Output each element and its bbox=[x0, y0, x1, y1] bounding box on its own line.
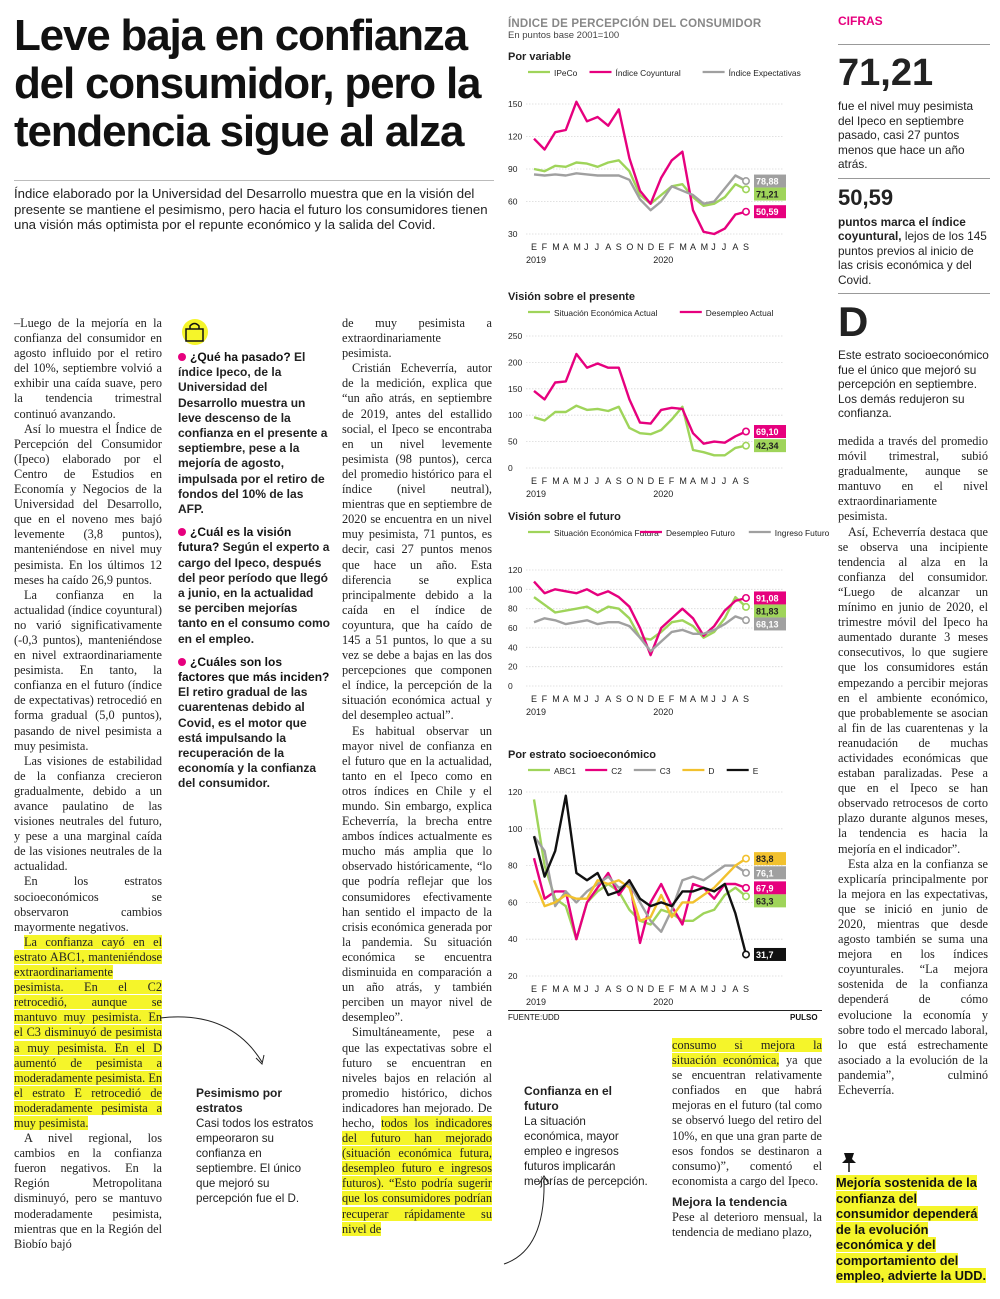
year-label: 2020 bbox=[653, 707, 674, 717]
x-tick-label: F bbox=[541, 242, 548, 252]
end-value-label: 50,59 bbox=[756, 207, 779, 218]
series-line bbox=[534, 796, 746, 955]
y-tick-label: 60 bbox=[508, 897, 518, 908]
x-tick-label: M bbox=[679, 476, 687, 486]
bullet-dot-icon bbox=[178, 353, 186, 361]
y-tick-label: 60 bbox=[508, 623, 518, 633]
y-tick-label: 120 bbox=[508, 565, 523, 575]
chart-title: Visión sobre el futuro bbox=[508, 511, 621, 523]
x-tick-label: A bbox=[605, 984, 612, 994]
x-tick-label: F bbox=[541, 694, 548, 704]
x-tick-label: S bbox=[743, 984, 750, 994]
x-tick-label: S bbox=[743, 242, 750, 252]
highlight: todos los indicadores del futuro han mejorado (situación económica futura, desempleo futuro e ingresos futuros). “Esto podría sugerir que los consumidores podrían recuperar rápidamente su nivel de bbox=[342, 1115, 492, 1236]
x-tick-label: S bbox=[615, 476, 622, 486]
paragraph: de muy pesimista a extraordinariamente pesimista. bbox=[342, 316, 492, 361]
subhead: Mejora la tendencia bbox=[672, 1194, 787, 1209]
annotation-title: Pesimismo por estratos bbox=[196, 1086, 283, 1115]
x-tick-label: J bbox=[711, 984, 716, 994]
chart-2 bbox=[508, 511, 830, 717]
paragraph bbox=[342, 1025, 492, 1236]
x-tick-label: E bbox=[531, 694, 538, 704]
year-label: 2019 bbox=[526, 997, 547, 1007]
answer: Según el experto a cargo del Ipeco, después del peor período que llegó a junio, en la actualidad se perciben mejorías tanto en el consumo como en el empleo. bbox=[178, 540, 331, 646]
x-tick-label: M bbox=[573, 476, 581, 486]
x-tick-label: M bbox=[573, 984, 581, 994]
paragraph: Esta alza en la confianza se explicaría principalmente por la mejora en las expectativas, que se inició en junio de 2020, mientras que desde agosto también se suma una mejora en los índices coyunturales. “La mejora sostenida de la confianza dependerá de cómo evolucione la economía y sobre todo el mercado laboral, lo que está estrechamente asociado a la evolución de la pandemia”, culminó Echeverría. bbox=[838, 856, 988, 1098]
graphic-title: ÍNDICE DE PERCEPCIÓN DEL CONSUMIDOR bbox=[508, 18, 762, 30]
x-tick-label: J bbox=[721, 694, 727, 704]
x-tick-label: A bbox=[690, 242, 697, 252]
annotation-estratos bbox=[196, 1086, 316, 1206]
paragraph: Así lo muestra el Índice de Percepción del Consumidor (Ipeco) elaborado por el Centro de Estudios en Economía y Negocios de la Universidad del Desarrollo, que en el noveno mes bajó levemente (3,8 puntos), manteniéndose en nivel muy pesimista. En los últimos 12 meses ha caído 26,9 puntos. bbox=[14, 421, 162, 587]
question: ¿Qué ha pasado? bbox=[190, 350, 291, 364]
legend-label: Situación Económica Actual bbox=[554, 308, 658, 318]
series-line bbox=[534, 616, 746, 651]
x-tick-label: M bbox=[700, 242, 709, 252]
x-tick-label: J bbox=[721, 984, 727, 994]
x-tick-label: A bbox=[562, 984, 569, 994]
x-tick-label: M bbox=[700, 476, 709, 486]
paragraph: La confianza en la actualidad (índice coyuntural) no varió significativamente (-0,3 puntos), manteniéndose en nivel extraordinariamente pesimista. En tanto, la confianza en el futuro (índice de expectativas) retrocedió en forma gradual (5,0 puntos), pasando de nivel pesimista a muy pesimista. bbox=[14, 587, 162, 753]
x-tick-label: M bbox=[573, 242, 581, 252]
paragraph: Es habitual observar un mayor nivel de confianza en el futuro que en la actualidad, tanto en el Ipeco como en otros índices en Chile y el mundo. Sin embargo, explica Echeverría, la brecha entre ambos índices actualmente es mucho más amplia que lo observado históricamente, “lo que podría reflejar que los consumidores efectivamente han sentido el impacto de la crisis económica generada por la pandemia. Su situación económica se encuentra disminuida en comparación a un año atrás, y también perciben un mayor nivel de desempleo”. bbox=[342, 723, 492, 1025]
text: ya que se encuentran relativamente confiados en que habrá mejoras en el futuro (tal como se observó luego del retiro del 10%, en que una gran parte de esos fondos se destinaron a consumo)”, comentó el economista a cargo del Ipeco. bbox=[672, 1053, 822, 1188]
x-tick-label: M bbox=[552, 694, 560, 704]
paragraph: medida a través del promedio móvil trimestral, subió gradualmente, aunque se mantuvo en el nivel extraordinariamente pesimista. bbox=[838, 434, 988, 524]
x-tick-label: M bbox=[679, 242, 687, 252]
chart-title: Por variable bbox=[508, 51, 571, 63]
x-tick-label: A bbox=[732, 242, 739, 252]
legend-label: ABC1 bbox=[554, 766, 576, 776]
x-tick-label: D bbox=[647, 476, 655, 486]
y-tick-label: 90 bbox=[508, 164, 518, 174]
series-line bbox=[534, 582, 746, 656]
qa-item bbox=[178, 655, 330, 792]
x-tick-label: A bbox=[562, 242, 569, 252]
series-end-marker bbox=[743, 178, 749, 184]
annotation-arrow-icon bbox=[150, 1000, 280, 1080]
x-tick-label: F bbox=[541, 984, 548, 994]
x-tick-label: S bbox=[615, 984, 622, 994]
figure-text-bold: puntos marca el índice coyuntural, bbox=[838, 214, 966, 243]
x-tick-label: S bbox=[615, 694, 622, 704]
x-tick-label: J bbox=[711, 476, 716, 486]
x-tick-label: M bbox=[700, 984, 709, 994]
x-tick-label: O bbox=[626, 476, 634, 486]
figure-text bbox=[838, 215, 990, 288]
x-tick-label: J bbox=[711, 242, 716, 252]
x-tick-label: F bbox=[541, 476, 548, 486]
series-line bbox=[534, 406, 746, 456]
y-tick-label: 0 bbox=[508, 463, 513, 473]
x-tick-label: J bbox=[594, 694, 600, 704]
cifras-label: CIFRAS bbox=[838, 14, 883, 28]
x-tick-label: E bbox=[531, 984, 538, 994]
legend-label: Desempleo Futuro bbox=[666, 528, 735, 538]
chart-title: Por estrato socioeconómico bbox=[508, 749, 656, 761]
year-label: 2020 bbox=[653, 489, 674, 499]
credit-label: PULSO bbox=[790, 1013, 818, 1022]
x-tick-label: M bbox=[679, 694, 687, 704]
pull-quote-text: Mejoría sostenida de la confianza del consumidor dependerá de la evolución económica y del comportamiento del empleo, advierte la UDD. bbox=[836, 1175, 987, 1283]
x-tick-label: A bbox=[605, 476, 612, 486]
y-tick-label: 20 bbox=[508, 661, 518, 672]
series-end-marker bbox=[743, 870, 749, 876]
x-tick-label: J bbox=[584, 476, 589, 486]
answer: El índice Ipeco, de la Universidad del Desarrollo muestra un leve descenso de la confianza en el presente a septiembre, pese a la mejoría de agosto, impulsada por el retiro de fondos del 10% de las AFP. bbox=[178, 350, 328, 517]
end-value-label: 63,3 bbox=[756, 896, 774, 907]
y-tick-label: 40 bbox=[508, 642, 518, 653]
chart-0 bbox=[508, 51, 801, 265]
figure-d: D bbox=[838, 298, 869, 345]
x-tick-label: J bbox=[594, 476, 600, 486]
figure-text-rest: lejos de los 145 puntos previos al inicio de las crisis económica y del Covid. bbox=[838, 229, 987, 287]
qa-box bbox=[178, 318, 330, 800]
paragraph: Las visiones de estabilidad de la confianza crecieron gradualmente, debido a un avance paulatino de las visiones neutrales del futuro, y pese a una marginal caída de las visiones neutrales de la actualidad. bbox=[14, 753, 162, 874]
x-tick-label: D bbox=[647, 694, 655, 704]
paragraph: A nivel regional, los cambios en la confianza fueron negativos. En la Región Metropolitana disminuyó, pero se mantuvo moderadamente pesimista, mientras que en la Región del Biobío bajó bbox=[14, 1131, 162, 1251]
x-tick-label: N bbox=[637, 242, 644, 252]
x-tick-label: E bbox=[658, 242, 665, 252]
x-tick-label: A bbox=[605, 242, 612, 252]
bullet-dot-icon bbox=[178, 528, 186, 536]
end-value-label: 42,34 bbox=[756, 441, 779, 452]
paragraph: Pese al deterioro mensual, la tendencia de mediano plazo, bbox=[672, 1210, 822, 1240]
qa-item bbox=[178, 525, 330, 647]
graphic-subtitle: En puntos base 2001=100 bbox=[508, 30, 620, 41]
x-tick-label: A bbox=[562, 694, 569, 704]
x-tick-label: M bbox=[679, 984, 687, 994]
legend-label: Índice Expectativas bbox=[728, 68, 801, 78]
series-end-marker bbox=[743, 855, 749, 861]
x-tick-label: J bbox=[584, 984, 589, 994]
year-label: 2020 bbox=[653, 255, 674, 265]
figure-71-21: 71,21 bbox=[838, 52, 934, 94]
y-tick-label: 30 bbox=[508, 229, 518, 239]
y-tick-label: 0 bbox=[508, 681, 513, 691]
y-tick-label: 80 bbox=[508, 860, 518, 871]
y-tick-label: 150 bbox=[508, 383, 523, 394]
x-tick-label: E bbox=[658, 476, 665, 486]
annotation-title: Confianza en el futuro bbox=[524, 1084, 613, 1113]
end-value-label: 31,7 bbox=[756, 949, 774, 960]
y-tick-label: 100 bbox=[508, 823, 523, 834]
answer: El retiro gradual de las cuarentenas debido al Covid, es el motor que está impulsando la recuperación de la economía y la confianza del consumidor. bbox=[178, 685, 317, 791]
annotation-text: La situación económica, mayor empleo e ingresos futuros implicarán mejorías de percepción. bbox=[524, 1115, 648, 1188]
series-end-marker bbox=[743, 885, 749, 891]
x-tick-label: A bbox=[732, 694, 739, 704]
x-tick-label: J bbox=[721, 242, 727, 252]
x-tick-label: M bbox=[552, 984, 560, 994]
y-tick-label: 20 bbox=[508, 971, 518, 981]
y-tick-label: 120 bbox=[508, 787, 523, 797]
x-tick-label: J bbox=[584, 694, 589, 704]
x-tick-label: A bbox=[690, 984, 697, 994]
divider bbox=[14, 180, 494, 181]
y-tick-label: 250 bbox=[508, 331, 523, 341]
series-end-marker bbox=[743, 208, 749, 214]
highlighted-paragraph bbox=[14, 935, 162, 1131]
qa-item bbox=[178, 350, 330, 517]
end-value-label: 68,13 bbox=[756, 619, 779, 630]
question: ¿Cuál es la visión futura? bbox=[178, 525, 292, 555]
y-tick-label: 80 bbox=[508, 603, 518, 614]
chart-1 bbox=[508, 291, 786, 499]
x-tick-label: D bbox=[647, 242, 655, 252]
end-value-label: 76,1 bbox=[756, 868, 774, 879]
legend-label: C2 bbox=[611, 766, 622, 776]
y-tick-label: 150 bbox=[508, 99, 523, 109]
figure-50-59: 50,59 bbox=[838, 184, 894, 210]
series-end-marker bbox=[743, 893, 749, 899]
highlight: La confianza cayó en el estrato ABC1, manteniéndose extraordinariamente pesimista. En el C2 retrocedió, aunque se mantuvo muy pesimista. En el C3 disminuyó de pesimista a muy pesimista. En el D aumentó de pesimista a moderadamente pesimista. En el estrato E retrocedió de moderadamente pesimista a muy pesimista. bbox=[14, 934, 162, 1130]
end-value-label: 69,10 bbox=[756, 427, 779, 438]
y-tick-label: 200 bbox=[508, 357, 523, 368]
x-tick-label: S bbox=[743, 476, 750, 486]
series-end-marker bbox=[743, 428, 749, 434]
series-end-marker bbox=[743, 617, 749, 623]
x-tick-label: F bbox=[668, 242, 675, 252]
cifras-sidebar bbox=[838, 14, 990, 421]
divider bbox=[838, 293, 990, 294]
end-value-label: 78,88 bbox=[756, 176, 779, 187]
x-tick-label: N bbox=[637, 476, 644, 486]
y-tick-label: 100 bbox=[508, 410, 523, 421]
x-tick-label: O bbox=[626, 984, 634, 994]
year-label: 2019 bbox=[526, 489, 547, 499]
paragraph: En los estratos socioeconómicos se observaron cambios mayormente negativos. bbox=[14, 874, 162, 934]
highlight: consumo si mejora la situación económica, bbox=[672, 1038, 822, 1068]
x-tick-label: M bbox=[552, 242, 560, 252]
column-3 bbox=[342, 316, 492, 1237]
paragraph: –Luego de la mejoría en la confianza del consumidor en agosto influido por el retiro del 10%, septiembre volvió a exhibir una caída suave, pero la tendencia trimestral continuó avanzando. bbox=[14, 316, 162, 421]
annotation-futuro bbox=[524, 1084, 648, 1189]
x-tick-label: J bbox=[594, 984, 600, 994]
series-line bbox=[534, 354, 746, 444]
column-1 bbox=[14, 316, 162, 1252]
chart-3 bbox=[508, 749, 786, 1007]
series-line bbox=[534, 859, 746, 921]
deck: Índice elaborado por la Universidad del Desarrollo muestra que en la visión del presente se mantiene el pesimismo, pero hacia el futuro los consumidores tienen una visión más optimista por el repunte económico y la salida del Covid. bbox=[14, 186, 488, 232]
graphic-bottom-rule bbox=[508, 1010, 822, 1011]
x-tick-label: J bbox=[584, 242, 589, 252]
headline: Leve baja en confianza del consumidor, pero la tendencia sigue al alza bbox=[14, 11, 481, 156]
series-end-marker bbox=[743, 604, 749, 610]
shopping-bag-icon bbox=[178, 318, 212, 346]
annotation-text: Casi todos los estratos empeoraron su confianza en septiembre. El único que mejoró su percepción fue el D. bbox=[196, 1117, 314, 1205]
x-tick-label: N bbox=[637, 694, 644, 704]
x-tick-label: A bbox=[562, 476, 569, 486]
x-tick-label: E bbox=[658, 694, 665, 704]
x-tick-label: J bbox=[594, 242, 600, 252]
x-tick-label: E bbox=[658, 984, 665, 994]
legend-label: Índice Coyuntural bbox=[615, 68, 681, 78]
end-value-label: 83,8 bbox=[756, 854, 774, 865]
x-tick-label: S bbox=[743, 694, 750, 704]
x-tick-label: E bbox=[531, 476, 538, 486]
year-label: 2019 bbox=[526, 255, 547, 265]
end-value-label: 67,9 bbox=[756, 883, 774, 894]
pull-quote bbox=[836, 1175, 990, 1284]
series-line bbox=[534, 597, 746, 640]
year-label: 2019 bbox=[526, 707, 547, 717]
bullet-dot-icon bbox=[178, 658, 186, 666]
x-tick-label: A bbox=[732, 984, 739, 994]
year-label: 2020 bbox=[653, 997, 674, 1007]
y-tick-label: 120 bbox=[508, 131, 523, 142]
end-value-label: 91,08 bbox=[756, 593, 779, 604]
text: Simultáneamente, pese a que las expectativas sobre el futuro se encuentran en niveles bajos en relación al promedio histórico, dichos indicadores han mejorado. De hecho, bbox=[342, 1025, 492, 1130]
x-tick-label: N bbox=[637, 984, 644, 994]
x-tick-label: A bbox=[732, 476, 739, 486]
figure-text: fue el nivel muy pesimista del Ipeco en septiembre pasado, casi 27 puntos menos que hace un año atrás. bbox=[838, 99, 974, 171]
paragraph: Cristián Echeverría, autor de la medición, explica que “un año atrás, en septiembre de 2019, antes del estallido social, el Ipeco se encontraba en un nivel levemente pesimista (98 puntos), cerca del promedio histórico para el índice (nivel neutral), mientras que en septiembre de 2020 se encuentra en un nivel muy pesimista, 71 puntos, es decir, casi 27 puntos menos que hace un año. Esta diferencia se explica principalmente debido a la caída en el índice de coyuntura, que ha caído de 145 a 51 puntos, lo que a su vez se debe a bajas en las dos percepciones que componen el índice, la percepción de la situación económica actual y del desempleo actual”. bbox=[342, 361, 492, 723]
x-tick-label: F bbox=[668, 984, 675, 994]
paragraph bbox=[672, 1038, 822, 1189]
divider bbox=[838, 44, 990, 45]
end-value-label: 81,83 bbox=[756, 606, 779, 617]
x-tick-label: M bbox=[573, 694, 581, 704]
x-tick-label: F bbox=[668, 476, 675, 486]
legend-label: Situación Económica Futura bbox=[554, 528, 659, 538]
y-tick-label: 100 bbox=[508, 584, 523, 595]
figure-text: Este estrato socioeconómico fue el único que mejoró su percepción en septiembre. Los demás redujeron su confianza. bbox=[838, 348, 989, 420]
question: ¿Cuáles son los factores que más inciden? bbox=[178, 654, 330, 685]
x-tick-label: E bbox=[531, 242, 538, 252]
column-4 bbox=[672, 1038, 822, 1240]
x-tick-label: D bbox=[647, 984, 655, 994]
pin-icon bbox=[838, 1150, 860, 1174]
legend-label: Ingreso Futuro bbox=[774, 528, 830, 538]
x-tick-label: J bbox=[711, 694, 716, 704]
x-tick-label: A bbox=[690, 694, 697, 704]
legend-label: E bbox=[752, 766, 759, 776]
x-tick-label: O bbox=[626, 242, 634, 252]
end-value-label: 71,21 bbox=[756, 189, 779, 200]
y-tick-label: 50 bbox=[508, 436, 518, 447]
x-tick-label: A bbox=[605, 694, 612, 704]
x-tick-label: F bbox=[668, 694, 675, 704]
x-tick-label: M bbox=[552, 476, 560, 486]
x-tick-label: J bbox=[721, 476, 727, 486]
x-tick-label: S bbox=[615, 242, 622, 252]
series-end-marker bbox=[743, 186, 749, 192]
chart-title: Visión sobre el presente bbox=[508, 291, 635, 303]
column-5 bbox=[838, 434, 988, 1098]
legend-label: C3 bbox=[659, 766, 671, 776]
legend-label: Desempleo Actual bbox=[705, 308, 774, 318]
series-end-marker bbox=[743, 951, 749, 957]
legend-label: D bbox=[708, 766, 715, 776]
paragraph: Así, Echeverría destaca que se observa una incipiente tendencia al alza en la confianza del consumidor. “Luego de alcanzar un mínimo en junio de 2020, el trimestre móvil del Ipeco ha aumentado durante 3 meses consecutivos, lo que sugiere que los consumidores están empezando a percibir mejoras en el ambiente económico, que probablemente se asocian al fin de las cuarentenas y la reanudación de muchas actividades económicas que estaban paralizadas. Pese a que en el Ipeco se han observado retrocesos de corto plazo durante algunos meses, la tendencia es hacia la mejoría en el indicador”. bbox=[838, 524, 988, 856]
legend-label: IPeCo bbox=[554, 68, 578, 78]
x-tick-label: A bbox=[690, 476, 697, 486]
y-tick-label: 40 bbox=[508, 934, 518, 945]
divider bbox=[838, 178, 990, 179]
x-tick-label: O bbox=[626, 694, 634, 704]
x-tick-label: M bbox=[700, 694, 709, 704]
series-end-marker bbox=[743, 442, 749, 448]
source-label: FUENTE:UDD bbox=[508, 1013, 560, 1022]
y-tick-label: 60 bbox=[508, 196, 518, 207]
series-end-marker bbox=[743, 595, 749, 601]
